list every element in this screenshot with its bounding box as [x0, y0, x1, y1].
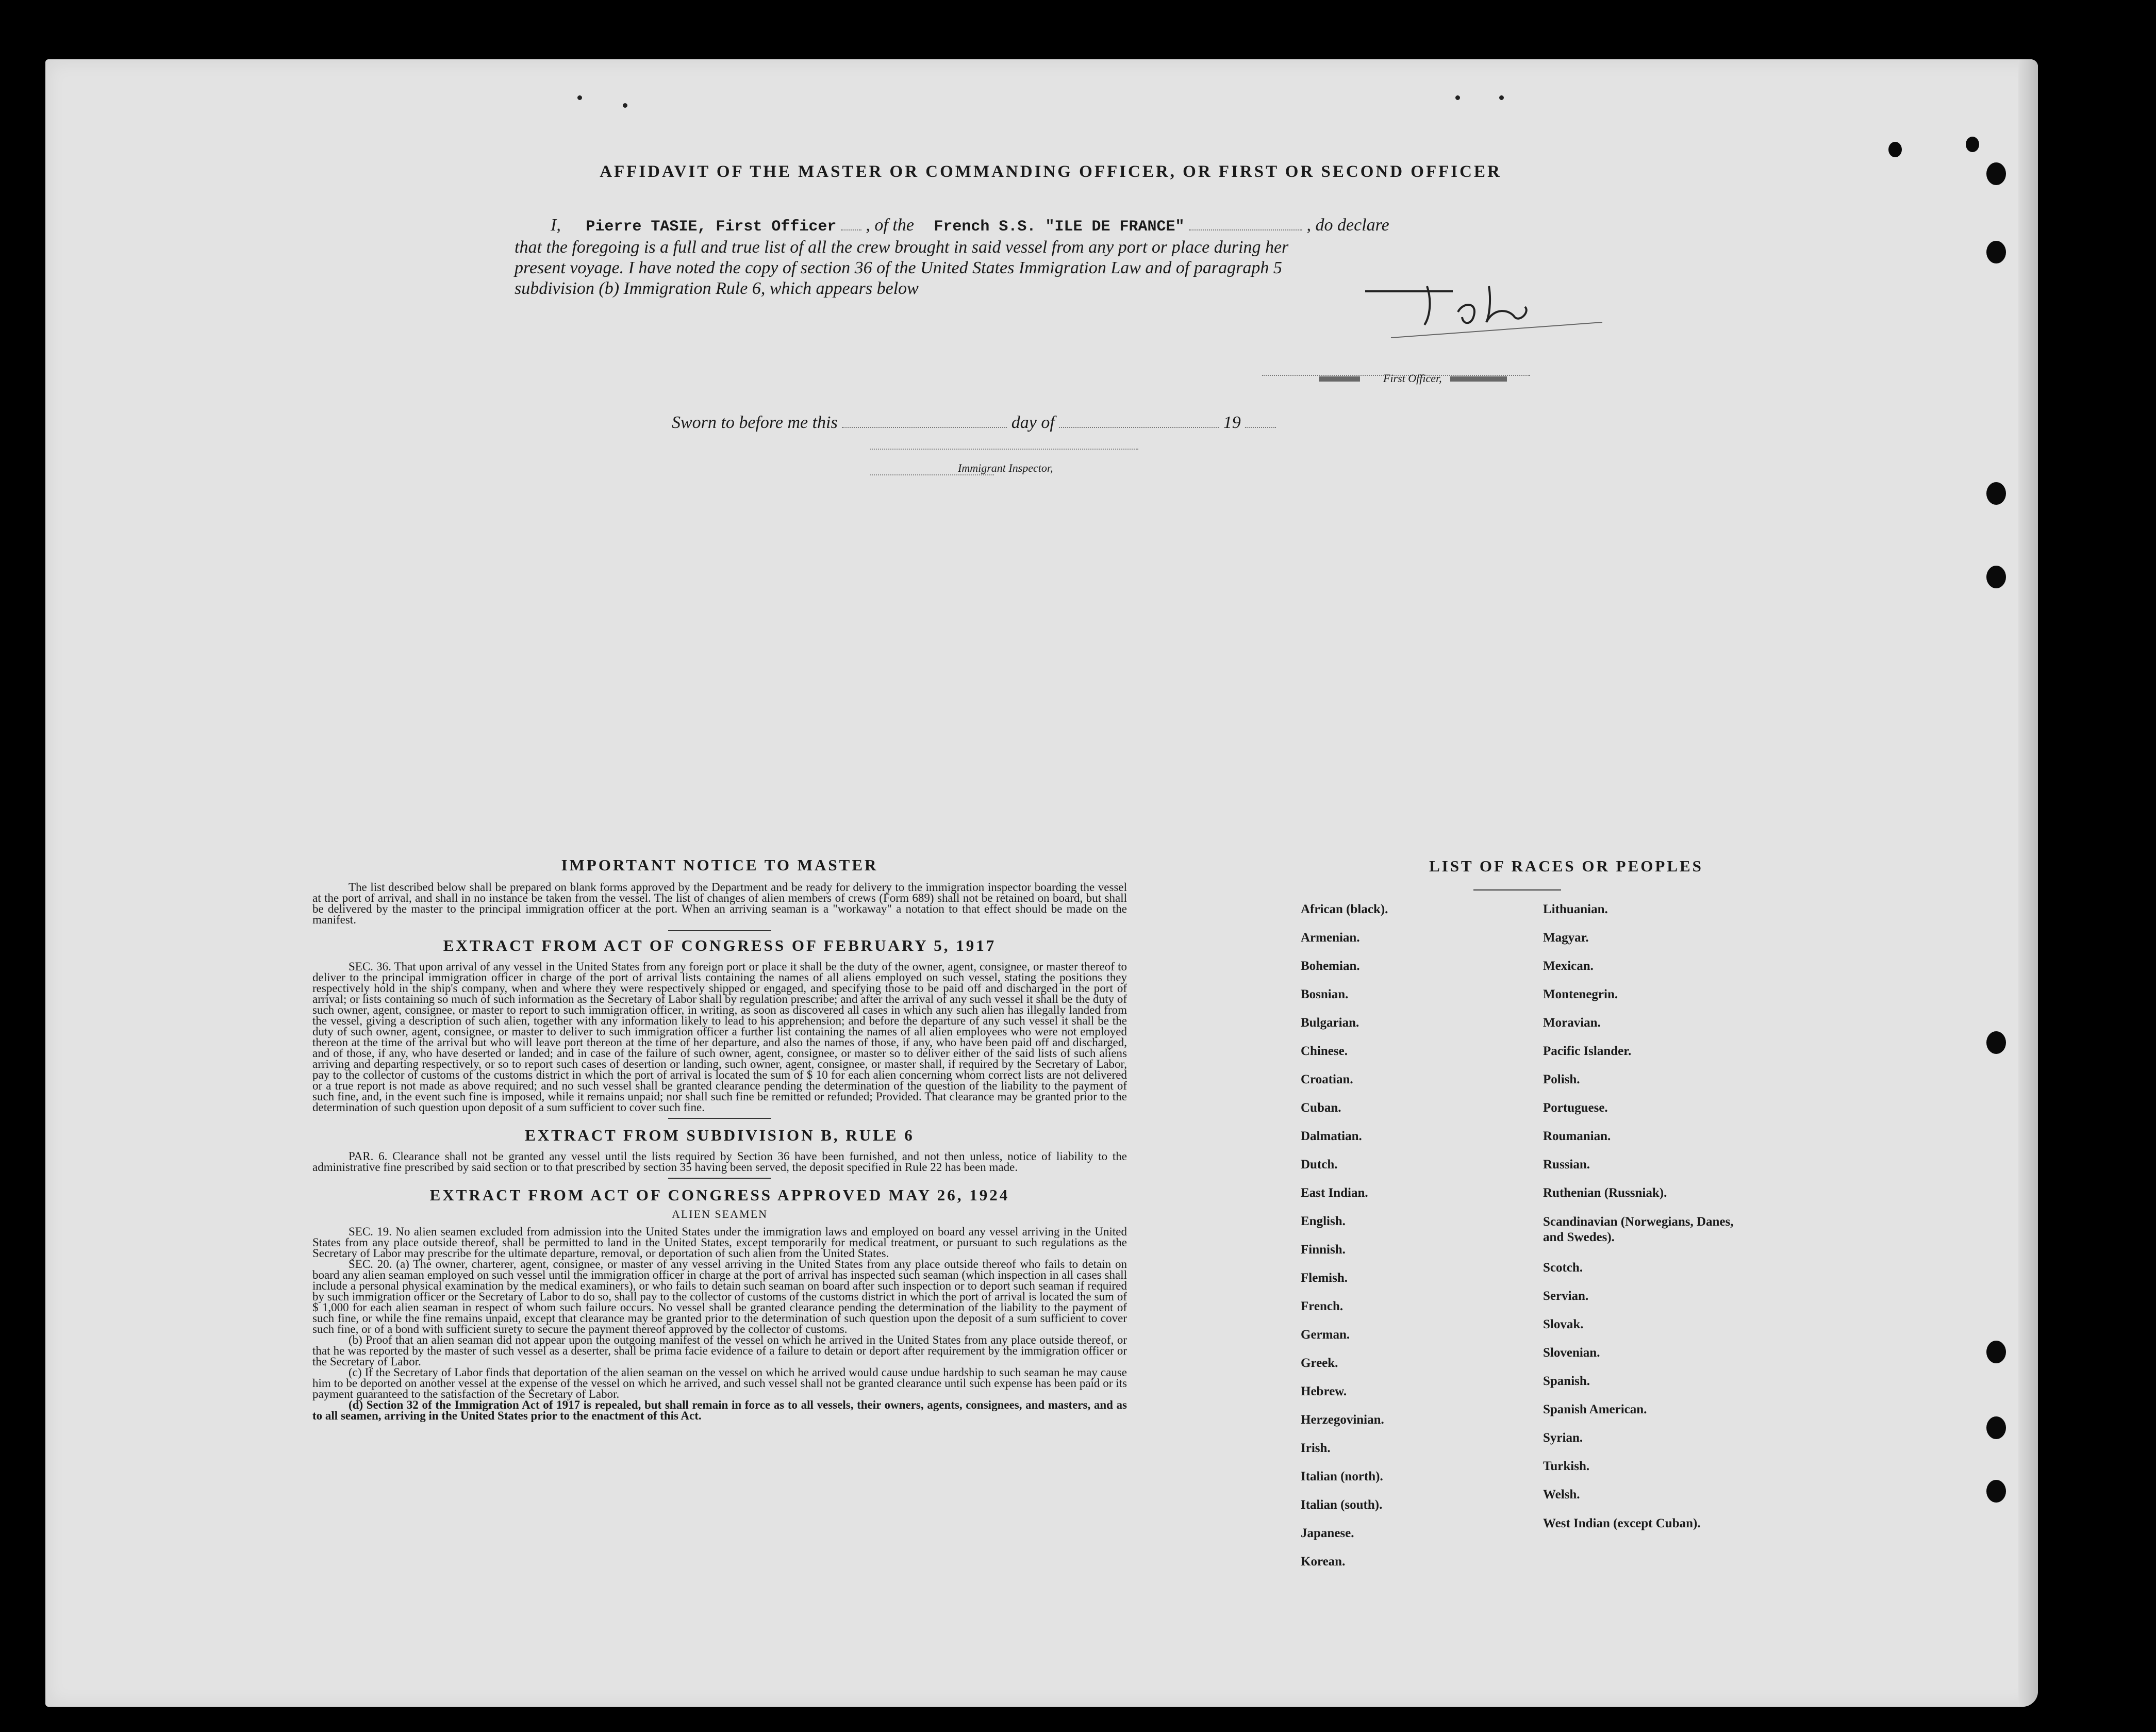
race-item: Dalmatian. [1301, 1129, 1362, 1143]
affidavit-title: AFFIDAVIT OF THE MASTER OR COMMANDING OFFICER, OR FIRST OR SECOND OFFICER [600, 162, 1502, 181]
races-title-rule [1473, 889, 1561, 890]
signature-label: First Officer, [1383, 372, 1442, 385]
race-item: Welsh. [1543, 1488, 1580, 1502]
sworn-line [672, 411, 1394, 433]
struck-second-word [1450, 376, 1507, 382]
race-item: German. [1301, 1328, 1350, 1342]
page-edge [2018, 59, 2038, 1707]
race-item: Greek. [1301, 1356, 1338, 1370]
year-label: 19 [1223, 413, 1241, 432]
declaration-suffix: , do declare [1306, 216, 1389, 235]
declaration-mid: , of the [866, 216, 914, 235]
race-item: Italian (south). [1301, 1498, 1383, 1512]
notice-title: IMPORTANT NOTICE TO MASTER [561, 856, 878, 874]
punch-hole [1966, 137, 1979, 152]
races-title: LIST OF RACES OR PEOPLES [1429, 857, 1703, 875]
notices-column [312, 856, 1127, 1421]
dotted-line [1189, 214, 1302, 230]
race-item: Lithuanian. [1543, 902, 1608, 916]
extract-1924-title: EXTRACT FROM ACT OF CONGRESS APPROVED MAY 26, 1924 [429, 1186, 1010, 1204]
dotted-line [1245, 411, 1276, 428]
speck [1499, 95, 1504, 100]
race-item: Chinese. [1301, 1044, 1348, 1058]
day-of-label: day of [1011, 413, 1055, 432]
race-item: Hebrew. [1301, 1384, 1347, 1398]
race-item: Korean. [1301, 1555, 1346, 1569]
race-item: Bosnian. [1301, 987, 1349, 1001]
race-item: Armenian. [1301, 931, 1360, 945]
sec20d-paragraph: (d) Section 32 of the Immigration Act of 1917 is repealed, but shall remain in force as to all vessels, their owners, agents, consignees, and masters, and as to all seamen, arriving in the United States prior to the enactment of this Act. [312, 1398, 1127, 1422]
punch-hole [1888, 142, 1902, 157]
race-item: East Indian. [1301, 1186, 1368, 1200]
race-item: Turkish. [1543, 1459, 1590, 1473]
race-item: Spanish American. [1543, 1403, 1647, 1416]
punch-hole [1986, 482, 2006, 505]
race-item: Magyar. [1543, 931, 1589, 945]
extract-1917-title: EXTRACT FROM ACT OF CONGRESS OF FEBRUARY 5, 1917 [443, 936, 997, 954]
punch-hole [1986, 1341, 2006, 1363]
race-item: Japanese. [1301, 1526, 1354, 1540]
vessel-name: French S.S. "ILE DE FRANCE" [934, 218, 1185, 236]
race-item: Scotch. [1543, 1261, 1583, 1275]
punch-hole [1986, 241, 2006, 263]
race-item: African (black). [1301, 902, 1388, 916]
race-item: Croatian. [1301, 1073, 1353, 1086]
race-item: Dutch. [1301, 1158, 1338, 1172]
punch-hole [1986, 1416, 2006, 1439]
extract-rule6-title: EXTRACT FROM SUBDIVISION B, RULE 6 [525, 1126, 915, 1144]
race-item: Pacific Islander. [1543, 1044, 1632, 1058]
race-item: English. [1301, 1214, 1346, 1228]
race-item: Italian (north). [1301, 1470, 1383, 1483]
declaration-line-2: that the foregoing is a full and true list of all the crew brought in said vessel from any port or place during her [515, 238, 1289, 257]
race-item: Scandinavian (Norwegians, Danes, and Swedes). [1543, 1215, 1734, 1244]
punch-hole [1986, 566, 2006, 588]
declaration-prefix: I, [551, 216, 561, 235]
race-item: Roumanian. [1543, 1129, 1611, 1143]
speck [1455, 95, 1460, 100]
race-item: Portuguese. [1543, 1101, 1608, 1115]
section-rule [668, 1178, 771, 1179]
punch-hole [1986, 1031, 2006, 1054]
sec20c-paragraph: (c) If the Secretary of Labor finds that deportation of the alien seaman on the vessel on which he arrived would cause undue hardship to such seaman he may cause him to be deported on another vessel at the expense of the vessel on which he arrived, and such vessel shall not be granted clearance until such expense has been paid or its payment guaranteed to the satisfaction of the Secretary of Labor. [312, 1366, 1127, 1400]
race-item: West Indian (except Cuban). [1543, 1516, 1701, 1530]
dotted-line [842, 411, 1007, 428]
punch-hole [1986, 162, 2006, 185]
section-rule [668, 1118, 771, 1119]
race-item: Polish. [1543, 1073, 1580, 1086]
race-item: Slovenian. [1543, 1346, 1600, 1360]
sec19-paragraph: SEC. 19. No alien seamen excluded from admission into the United States under the immigration laws and employed on board any vessel arriving in the United States from any place outside thereof, shall be permitted to land in the United States, except temporarily for medical treatment, or pursuant to such regulations as the Secretary of Labor may prescribe for the ultimate departure, removal, or deportation of such alien from the United States. [312, 1225, 1127, 1260]
inspector-label: Immigrant Inspector, [958, 461, 1053, 474]
section-rule [668, 930, 771, 931]
race-item: Servian. [1543, 1289, 1589, 1303]
declaration-line-1 [515, 214, 1540, 237]
race-item: Spanish. [1543, 1374, 1590, 1388]
race-item: Finnish. [1301, 1243, 1346, 1257]
sec20b-paragraph: (b) Proof that an alien seaman did not appear upon the outgoing manifest of the vessel on which he arrived in the United States from any place outside thereof, or that he was reported by the master of such vessel as a deserter, shall be prima facie evidence of a failure to detain or deport after requirement by the immigration officer or the Secretary of Labor. [312, 1333, 1127, 1368]
race-item: Mexican. [1543, 959, 1594, 973]
dotted-line [841, 214, 861, 230]
inspector-signature-line [870, 449, 1138, 450]
handwritten-signature [1360, 281, 1607, 343]
race-item: Bulgarian. [1301, 1016, 1359, 1030]
alien-seamen-subtitle: ALIEN SEAMEN [672, 1208, 768, 1220]
speck [623, 103, 627, 108]
notice-text: The list described below shall be prepared on blank forms approved by the Department and be ready for delivery to the immigration inspector boarding the vessel at the port of arrival, and shall in no instance be taken from the vessel. The list of changes of alien members of crews (Form 689) shall not be retained on board, but shall be delivered by the master to the principal immigration officer at the port. When an arriving seaman is a "workaway" a notation to that effect should be made on the manifest. [312, 881, 1127, 926]
race-item: Herzegovinian. [1301, 1413, 1384, 1427]
sworn-text: Sworn to before me this [672, 413, 838, 432]
struck-master-word [1319, 376, 1360, 382]
race-item: Flemish. [1301, 1271, 1348, 1285]
extract-1917-text: SEC. 36. That upon arrival of any vessel in the United States from any foreign port or place it shall be the duty of the owner, agent, consignee, or master thereof to deliver to the principal immigration officer in charge of the port of arrival lists containing the names of all aliens employed on such vessel, stating the positions they respectively hold in the ship's company, when and where they were respectively shipped or engaged, and specifying those to be paid off and discharged in the port of arrival; or lists containing so much of such information as the Secretary of Labor shall by regulation prescribe; and after the arrival of any such vessel it shall be the duty of such owner, agent, consignee, or master to report to such immigration officer, in writing, as soon as discovered all cases in which any such alien has illegally landed from the vessel, giving a description of such alien, together with any information likely to lead to his apprehension; and before the departure of any such vessel it shall be the duty of such owner, agent, consignee, or master to deliver to such immigration officer a further list containing the names of all alien employees who were not employed thereon at the time of the arrival but who will leave port thereon at the time of her departure, and also the names of those, if any, who have been paid off and discharged, and of those, if any, who have deserted or landed; and in case of the failure of such owner, agent, consignee, or master so to deliver either of the said lists of such aliens arriving and departing respectively, or so to report such cases of desertion or landing, such owner, agent, consignee, or master shall, if required by the Secretary of Labor, pay to the collector of customs of the customs district in which the port of arrival is located the sum of $ 10 for each alien concerning whom correct lists are not delivered or a true report is not made as above required; and no such vessel shall be granted clearance pending the determination of the question of the liability to the payment of such fine, and, in the event such fine is imposed, while it remains unpaid; nor shall such fine be remitted or refunded; Provided. That clearance may be granted prior to the determination of such question upon deposit of a sum sufficient to cover such fine. [312, 960, 1127, 1114]
race-item: Moravian. [1543, 1016, 1601, 1030]
race-item: Cuban. [1301, 1101, 1341, 1115]
race-item: Montenegrin. [1543, 987, 1618, 1001]
document-page [45, 59, 2038, 1707]
declaration-line-4: subdivision (b) Immigration Rule 6, which appears below [515, 279, 919, 298]
officer-name: Pierre TASIE, First Officer [586, 218, 837, 236]
race-item: Irish. [1301, 1441, 1331, 1455]
declaration-line-3: present voyage. I have noted the copy of section 36 of the United States Immigration Law and of paragraph 5 [515, 258, 1282, 277]
sec20a-paragraph: SEC. 20. (a) The owner, charterer, agent, consignee, or master of any vessel arriving in the United States from any place outside thereof who fails to detain on board any alien seaman employed on such vessel until the immigration officer in charge at the port of arrival has inspected such seaman (which inspection in all cases shall include a personal physical examination by the medical examiners), or who fails to detain such seaman on board after such inspection or to deport such seaman if required by such immigration officer or the Secretary of Labor to do so, shall pay to the collector of customs of the customs district in which the port of arrival is located the sum of $ 1,000 for each alien seaman in respect of whom such failure occurs. No vessel shall be granted clearance pending the determination of the liability to the payment of such fine, or while the fine remains unpaid, except that clearance may be granted prior to the determination of such question upon the deposit of a sum sufficient to cover such fine, or of a bond with sufficient surety to secure the payment thereof approved by the collector of customs. [312, 1258, 1127, 1335]
race-item: Syrian. [1543, 1431, 1583, 1445]
race-item: Slovak. [1543, 1317, 1584, 1331]
race-item: Bohemian. [1301, 959, 1360, 973]
punch-hole [1986, 1480, 2006, 1503]
speck [577, 95, 582, 100]
race-item: French. [1301, 1299, 1344, 1313]
dotted-line [1059, 411, 1219, 428]
race-item: Russian. [1543, 1158, 1590, 1172]
extract-rule6-text: PAR. 6. Clearance shall not be granted any vessel until the lists required by Section 36 have been furnished, and not then unless, notice of liability to the administrative fine prescribed by said section or to that prescribed by section 35 having been served, the deposit specified in Rule 22 has been made. [312, 1150, 1127, 1174]
race-item: Ruthenian (Russniak). [1543, 1186, 1667, 1200]
